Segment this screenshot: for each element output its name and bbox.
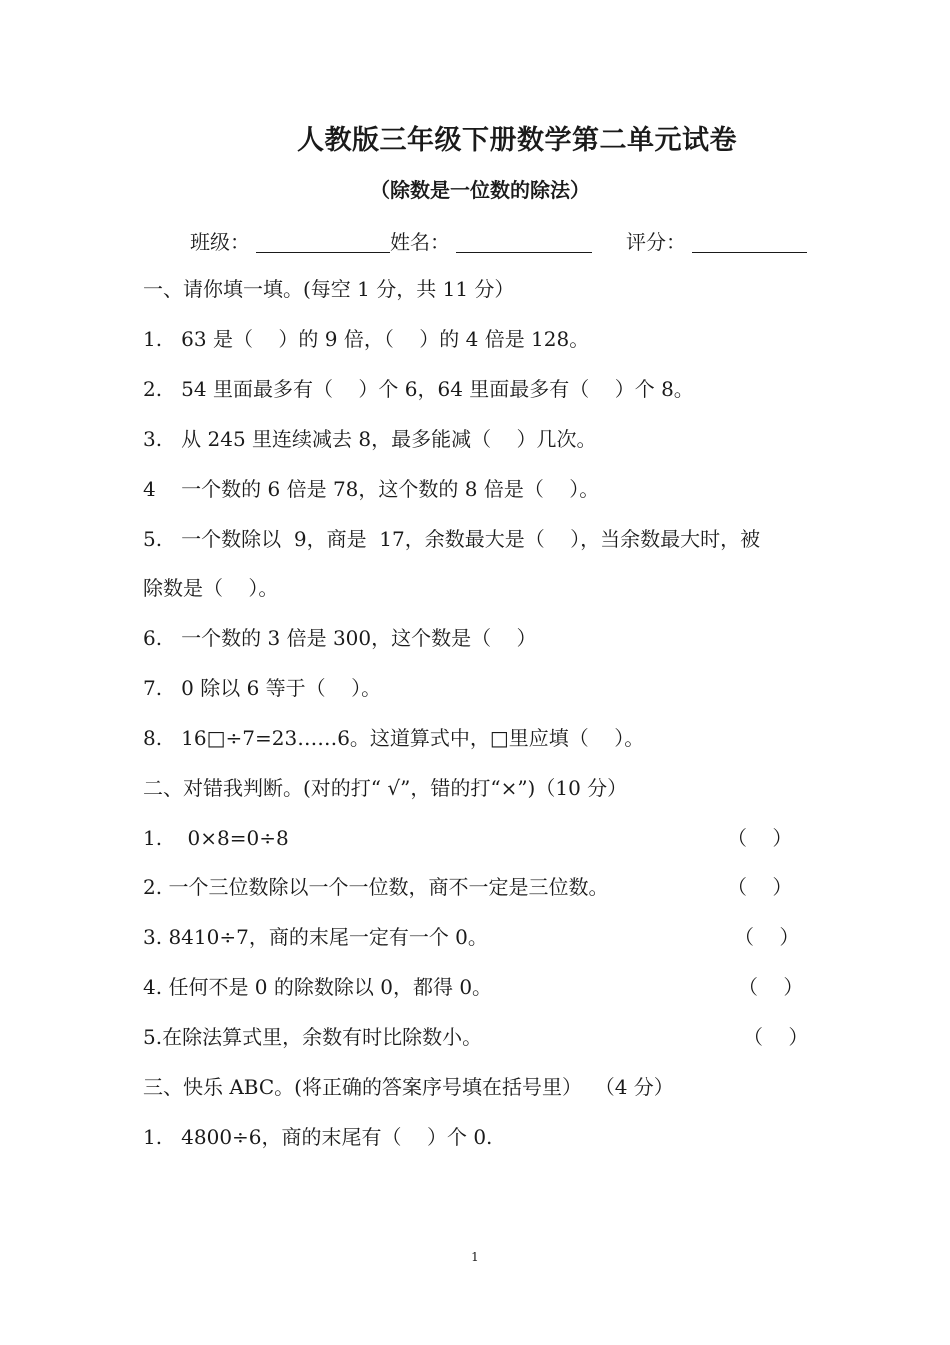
section-1-heading: 一、请你填一填。(每空 1 分，共 11 分） [143, 277, 515, 301]
question-2-1: 1. 0×8=0÷8 [143, 826, 289, 850]
question-2-3: 3. 8410÷7，商的末尾一定有一个 0。 [143, 925, 488, 949]
question-1-6: 6. 一个数的 3 倍是 300，这个数是（ ） [143, 626, 537, 650]
question-2-4: 4. 任何不是 0 的除数除以 0，都得 0。 [143, 975, 493, 999]
name-label: 姓名： [390, 230, 450, 254]
question-2-2: 2. 一个三位数除以一个一位数，商不一定是三位数。 [143, 875, 609, 899]
answer-bracket-2-4[interactable]: （ ） [738, 975, 804, 999]
question-1-3: 3. 从 245 里连续减去 8，最多能减（ ）几次。 [143, 427, 597, 451]
answer-bracket-2-3[interactable]: （ ） [734, 925, 800, 949]
question-1-1: 1. 63 是（ ）的 9 倍，（ ）的 4 倍是 128。 [143, 327, 590, 351]
student-info-row [190, 224, 830, 256]
section-2-heading: 二、对错我判断。(对的打“ √”，错的打“×”)（10 分） [143, 776, 628, 800]
exam-subtitle: （除数是一位数的除法） [370, 178, 590, 202]
class-blank[interactable] [256, 252, 390, 253]
question-1-5-continued: 除数是（ ）。 [143, 576, 279, 600]
question-2-5: 5.在除法算式里，余数有时比除数小。 [143, 1025, 483, 1049]
name-blank[interactable] [456, 252, 592, 253]
score-label: 评分： [626, 230, 686, 254]
question-1-7: 7. 0 除以 6 等于（ ）。 [143, 676, 382, 700]
answer-bracket-2-1[interactable]: （ ） [727, 826, 793, 850]
page-number: 1 [471, 1250, 479, 1264]
section-3-heading: 三、快乐 ABC。(将正确的答案序号填在括号里） （4 分） [143, 1075, 674, 1099]
question-1-8: 8. 16□÷7=23……6。这道算式中，□里应填（ ）。 [143, 726, 645, 750]
answer-bracket-2-5[interactable]: （ ） [743, 1025, 809, 1049]
question-1-4: 4 一个数的 6 倍是 78，这个数的 8 倍是（ ）。 [143, 477, 600, 501]
question-1-2: 2. 54 里面最多有（ ）个 6，64 里面最多有（ ）个 8。 [143, 377, 694, 401]
answer-bracket-2-2[interactable]: （ ） [727, 875, 793, 899]
score-blank[interactable] [692, 252, 807, 253]
class-label: 班级： [190, 230, 250, 254]
exam-title: 人教版三年级下册数学第二单元试卷 [297, 125, 737, 156]
question-3-1: 1. 4800÷6，商的末尾有（ ）个 0. [143, 1125, 493, 1149]
question-1-5: 5. 一个数除以 9，商是 17，余数最大是（ ），当余数最大时，被 [143, 527, 761, 551]
